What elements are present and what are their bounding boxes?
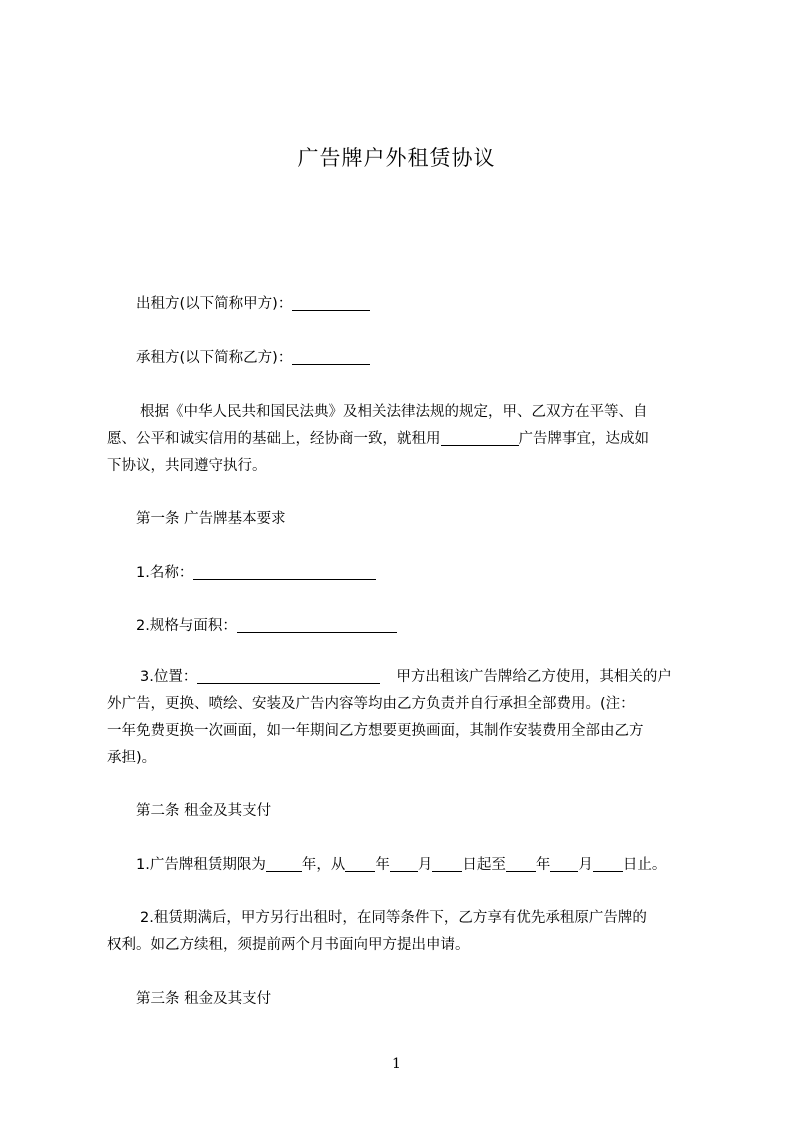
lessor-blank — [292, 295, 370, 311]
article1-heading: 第一条 广告牌基本要求 — [136, 511, 286, 527]
article2-item1 — [136, 853, 736, 874]
end-day-blank — [593, 856, 623, 872]
article2-heading: 第二条 租金及其支付 — [136, 803, 272, 819]
name-label: 1.名称： — [136, 565, 194, 581]
article2-item2-line2: 权利。如乙方续租，须提前两个月书面向甲方提出申请。 — [107, 937, 470, 953]
intro-line-1: 根据《中华人民共和国民法典》及相关法律法规的规定，甲、乙双方在平等、自 — [140, 404, 648, 420]
start-day-blank — [432, 856, 462, 872]
term-text-2: 年，从 — [301, 857, 346, 873]
term-text-8: 日止。 — [622, 857, 667, 873]
lessee-label: 承租方(以下简称乙方)： — [136, 350, 293, 366]
intro-line-2b: 广告牌事宜，达成如 — [518, 431, 649, 447]
term-text-3: 年 — [375, 857, 390, 873]
lessee-line — [136, 346, 736, 367]
start-year-blank — [345, 856, 375, 872]
article1-item3-line4: 承担)。 — [107, 750, 157, 766]
end-month-blank — [550, 856, 578, 872]
article1-item3-line1 — [140, 665, 740, 686]
document-title: 广告牌户外租赁协议 — [297, 146, 496, 170]
lessee-blank — [292, 349, 370, 365]
article1-item1 — [136, 561, 736, 582]
spec-label: 2.规格与面积： — [136, 618, 237, 634]
article1-item3-line3: 一年免费更换一次画面，如一年期间乙方想要更换画面，其制作安装费用全部由乙方 — [107, 723, 644, 739]
term-text-7: 月 — [578, 857, 593, 873]
start-month-blank — [390, 856, 418, 872]
article1-item3-line2: 外广告，更换、喷绘、安装及广告内容等均由乙方负责并自行承担全部费用。(注： — [107, 696, 635, 712]
intro-line-2a: 愿、公平和诚实信用的基础上，经协商一致，就租用 — [107, 431, 441, 447]
spec-blank — [237, 617, 397, 633]
lessor-line — [136, 292, 736, 313]
location-blank — [197, 668, 380, 684]
intro-blank — [441, 430, 519, 446]
name-blank — [193, 564, 376, 580]
article1-item2 — [136, 614, 736, 635]
article2-item2-line1: 2.租赁期满后，甲方另行出租时，在同等条件下，乙方享有优先承租原广告牌的 — [140, 910, 647, 926]
location-label: 3.位置： — [140, 669, 198, 685]
end-year-blank — [506, 856, 536, 872]
article3-heading: 第三条 租金及其支付 — [136, 991, 272, 1007]
term-text-6: 年 — [535, 857, 551, 873]
lessor-label: 出租方(以下简称甲方)： — [136, 296, 293, 312]
location-text: 甲方出租该广告牌给乙方使用，其相关的户 — [396, 669, 672, 685]
years-blank — [266, 856, 302, 872]
term-text-4: 月 — [417, 857, 433, 873]
term-text-5: 日起至 — [462, 857, 506, 873]
term-text-1: 1.广告牌租赁期限为 — [136, 857, 266, 873]
intro-line-2 — [107, 427, 707, 448]
page-number: 1 — [392, 1056, 401, 1072]
intro-line-3: 下协议，共同遵守执行。 — [107, 458, 267, 474]
